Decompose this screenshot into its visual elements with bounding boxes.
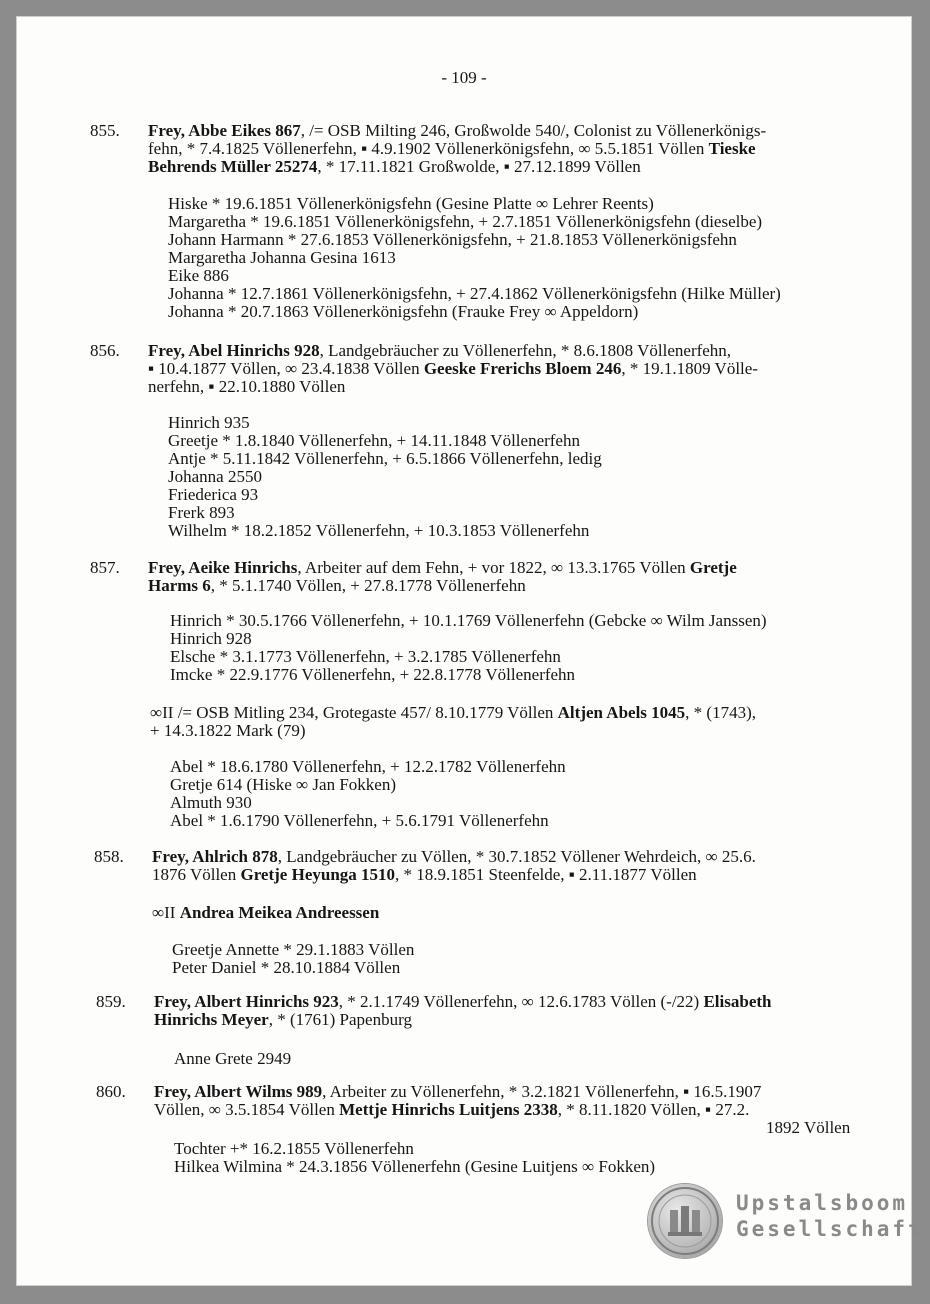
entry-line: Frey, Abbe Eikes 867, /= OSB Milting 246, Großwolde 540/, Colonist zu Völlenerkönigs- xyxy=(148,121,767,140)
entry-text xyxy=(154,1083,854,1119)
child-item: Abel * 1.6.1790 Völlenerfehn, + 5.6.1791 Völlenerfehn xyxy=(170,811,549,830)
child-item: Eike 886 xyxy=(168,266,229,285)
child-item: Friederica 93 xyxy=(168,485,259,504)
child-item: Frerk 893 xyxy=(168,503,235,522)
children-list xyxy=(174,1050,291,1068)
second-marriage xyxy=(152,904,379,922)
child-item: Johann Harmann * 27.6.1853 Völlenerkönigsfehn, + 21.8.1853 Völlenerkönigsfehn xyxy=(168,230,737,249)
child-item: Greetje Annette * 29.1.1883 Völlen xyxy=(172,940,415,959)
entry-line: ▪ 10.4.1877 Völlen, ∞ 23.4.1838 Völlen Geeske Frerichs Bloem 246, * 19.1.1809 Völle- xyxy=(148,359,758,378)
logo-line-1: Upstalsboom xyxy=(736,1191,909,1215)
second-marriage xyxy=(150,704,756,740)
children-list xyxy=(172,941,414,977)
child-item: Margaretha * 19.6.1851 Völlenerkönigsfehn, + 2.7.1851 Völlenerkönigsfehn (dieselbe) xyxy=(168,212,763,231)
entry-line: Frey, Aeike Hinrichs, Arbeiter auf dem Fehn, + vor 1822, ∞ 13.3.1765 Völlen Gretje xyxy=(148,558,737,577)
entry-line: Frey, Albert Wilms 989, Arbeiter zu Völlenerfehn, * 3.2.1821 Völlenerfehn, ▪ 16.5.1907 xyxy=(154,1082,762,1101)
child-item: Abel * 18.6.1780 Völlenerfehn, + 12.2.1782 Völlenerfehn xyxy=(170,757,566,776)
children-list xyxy=(168,414,602,540)
entry-line: nerfehn, ▪ 22.10.1880 Völlen xyxy=(148,377,346,396)
child-item: Hiske * 19.6.1851 Völlenerkönigsfehn (Gesine Platte ∞ Lehrer Reents) xyxy=(168,194,654,213)
children-list xyxy=(170,758,566,830)
entry-text xyxy=(148,122,848,176)
child-item: Margaretha Johanna Gesina 1613 xyxy=(168,248,396,267)
logo-line-2: Gesellschaft xyxy=(736,1217,924,1241)
child-item: Hinrich * 30.5.1766 Völlenerfehn, + 10.1.1769 Völlenerfehn (Gebcke ∞ Wilm Janssen) xyxy=(170,611,767,630)
entry-text xyxy=(154,993,854,1029)
page-number: - 109 - xyxy=(441,68,487,87)
entry-line: fehn, * 7.4.1825 Völlenerfehn, ▪ 4.9.1902 Völlenerkönigsfehn, ∞ 5.5.1851 Völlen Tieske xyxy=(148,139,756,158)
society-logo xyxy=(648,1184,924,1264)
marriage-line: ∞II Andrea Meikea Andreessen xyxy=(152,903,380,922)
child-item: Tochter +* 16.2.1855 Völlenerfehn xyxy=(174,1139,414,1158)
entry-line: Völlen, ∞ 3.5.1854 Völlen Mettje Hinrichs Luitjens 2338, * 8.11.1820 Völlen, ▪ 27.2. xyxy=(154,1100,750,1119)
child-item: Hinrich 928 xyxy=(170,629,252,648)
entry-trailing-line: 1892 Völlen xyxy=(766,1118,851,1137)
child-item: Almuth 930 xyxy=(170,793,252,812)
entry-line: Frey, Abel Hinrichs 928, Landgebräucher zu Völlenerfehn, * 8.6.1808 Völlenerfehn, xyxy=(148,341,732,360)
entry-line: 1876 Völlen Gretje Heyunga 1510, * 18.9.1851 Steenfelde, ▪ 2.11.1877 Völlen xyxy=(152,865,697,884)
marriage-line: + 14.3.1822 Mark (79) xyxy=(150,721,306,740)
logo-wordmark xyxy=(736,1190,924,1242)
child-item: Peter Daniel * 28.10.1884 Völlen xyxy=(172,958,401,977)
entry-text xyxy=(148,342,848,396)
children-list xyxy=(168,195,781,321)
child-item: Johanna * 12.7.1861 Völlenerkönigsfehn, + 27.4.1862 Völlenerkönigsfehn (Hilke Müller) xyxy=(168,284,781,303)
child-item: Greetje * 1.8.1840 Völlenerfehn, + 14.11.1848 Völlenerfehn xyxy=(168,431,580,450)
entry-line: Frey, Albert Hinrichs 923, * 2.1.1749 Völlenerfehn, ∞ 12.6.1783 Völlen (-/22) Elisabeth xyxy=(154,992,772,1011)
child-item: Hilkea Wilmina * 24.3.1856 Völlenerfehn (Gesine Luitjens ∞ Fokken) xyxy=(174,1157,656,1176)
child-item: Hinrich 935 xyxy=(168,413,250,432)
child-item: Wilhelm * 18.2.1852 Völlenerfehn, + 10.3.1853 Völlenerfehn xyxy=(168,521,590,540)
entry-number: 855. xyxy=(90,121,120,140)
entry-number: 858. xyxy=(94,847,124,866)
children-list xyxy=(170,612,767,684)
child-item: Johanna 2550 xyxy=(168,467,262,486)
marriage-line: ∞II /= OSB Mitling 234, Grotegaste 457/ 8.10.1779 Völlen Altjen Abels 1045, * (1743), xyxy=(150,703,756,722)
document-page xyxy=(16,16,912,1286)
entry-number: 859. xyxy=(96,992,126,1011)
children-list xyxy=(174,1140,655,1176)
entry-text xyxy=(152,848,852,884)
child-item: Elsche * 3.1.1773 Völlenerfehn, + 3.2.1785 Völlenerfehn xyxy=(170,647,561,666)
child-item: Johanna * 20.7.1863 Völlenerkönigsfehn (Frauke Frey ∞ Appeldorn) xyxy=(168,302,639,321)
entry-text xyxy=(148,559,848,595)
child-item: Gretje 614 (Hiske ∞ Jan Fokken) xyxy=(170,775,396,794)
entry-line: Harms 6, * 5.1.1740 Völlen, + 27.8.1778 Völlenerfehn xyxy=(148,576,526,595)
child-item: Anne Grete 2949 xyxy=(174,1049,292,1068)
seal-emblem-icon xyxy=(648,1184,722,1258)
entry-number: 860. xyxy=(96,1082,126,1101)
entry-line: Hinrichs Meyer, * (1761) Papenburg xyxy=(154,1010,412,1029)
entry-number: 857. xyxy=(90,558,120,577)
entry-number: 856. xyxy=(90,341,120,360)
entry-line: Behrends Müller 25274, * 17.11.1821 Großwolde, ▪ 27.12.1899 Völlen xyxy=(148,157,641,176)
child-item: Imcke * 22.9.1776 Völlenerfehn, + 22.8.1778 Völlenerfehn xyxy=(170,665,576,684)
child-item: Antje * 5.11.1842 Völlenerfehn, + 6.5.1866 Völlenerfehn, ledig xyxy=(168,449,602,468)
entry-line: Frey, Ahlrich 878, Landgebräucher zu Völlen, * 30.7.1852 Völlener Wehrdeich, ∞ 25.6. xyxy=(152,847,756,866)
